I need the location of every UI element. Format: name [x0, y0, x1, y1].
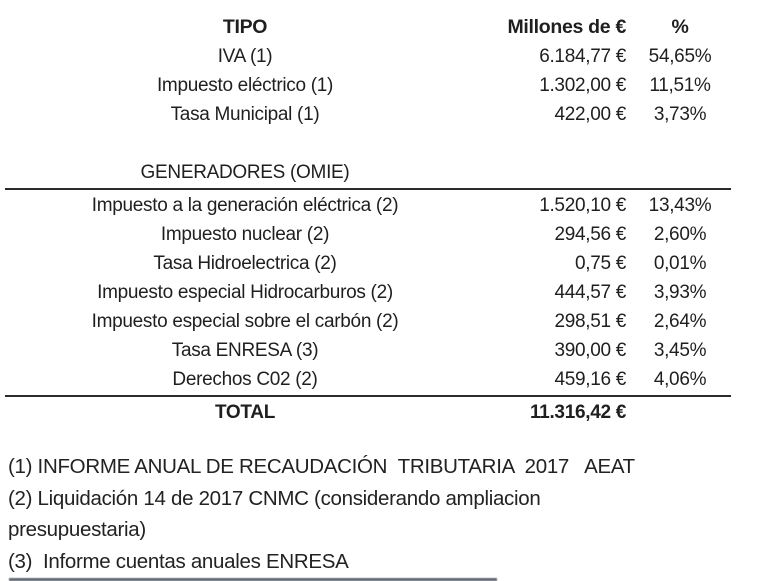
row-label: Impuesto eléctrico (1) [156, 75, 334, 96]
row-percent: 2,64% [653, 311, 707, 332]
row-percent: 3,93% [653, 282, 707, 303]
row-percent: 0,01% [653, 253, 707, 274]
row-percent: 54,65% [648, 46, 712, 67]
table-row [0, 249, 767, 278]
footnotes [0, 451, 767, 577]
footnote-line: (1) INFORME ANUAL DE RECAUDACIÓN TRIBUTARIA 2017 AEAT [8, 455, 635, 478]
total-row [0, 398, 767, 427]
row-label: TOTAL [214, 402, 276, 423]
row-amount: 6.184,77 € [539, 46, 626, 67]
row-amount: 0,75 € [574, 253, 626, 274]
row-label: Impuesto especial Hidrocarburos (2) [97, 282, 393, 303]
row-percent: 4,06% [653, 369, 707, 390]
horizontal-rule [5, 188, 731, 190]
row-percent: 2,60% [653, 224, 707, 245]
column-header-percent: % [671, 16, 689, 38]
table-row [0, 191, 767, 220]
column-header-millones: Millones de € [507, 16, 626, 38]
table-row [0, 220, 767, 249]
spacer-row [0, 129, 767, 158]
row-label: Impuesto a la generación eléctrica (2) [91, 195, 399, 216]
column-header-tipo: TIPO [222, 16, 268, 38]
row-label: Tasa Hidroelectrica (2) [153, 253, 337, 274]
row-amount: 444,57 € [554, 282, 626, 303]
table-rows [0, 42, 767, 427]
footnote-line: (2) Liquidación 14 de 2017 CNMC (considerando ampliacion [8, 486, 541, 510]
row-label: Tasa Municipal (1) [170, 104, 320, 125]
footnote-line: presupuestaria) [8, 518, 146, 541]
row-amount: 294,56 € [554, 224, 626, 245]
row-amount: 422,00 € [554, 104, 626, 125]
row-percent: 11,51% [649, 75, 711, 96]
table-row [0, 42, 767, 71]
row-amount: 459,16 € [554, 369, 626, 390]
section-row [0, 158, 767, 187]
row-label: Derechos C02 (2) [172, 369, 318, 390]
row-amount: 1.302,00 € [539, 75, 626, 96]
row-label: IVA (1) [217, 46, 273, 67]
row-amount: 390,00 € [554, 340, 626, 361]
row-label: Impuesto nuclear (2) [160, 224, 330, 245]
row-label: Tasa ENRESA (3) [171, 340, 319, 361]
row-amount: 11.316,42 € [529, 402, 626, 423]
row-percent: 3,45% [653, 340, 707, 361]
footnote-line: (3) Informe cuentas anuales ENRESA [8, 549, 349, 573]
table-row [0, 307, 767, 336]
table-row [0, 71, 767, 100]
row-amount: 1.520,10 € [539, 195, 626, 216]
row-amount: 298,51 € [554, 311, 626, 332]
table-header-row [0, 13, 767, 42]
table-row [0, 100, 767, 129]
table-row [0, 336, 767, 365]
horizontal-rule [5, 395, 731, 397]
row-label: GENERADORES (OMIE) [140, 162, 350, 183]
row-percent: 13,43% [648, 195, 712, 216]
row-label: Impuesto especial sobre el carbón (2) [91, 311, 399, 332]
row-percent: 3,73% [653, 104, 707, 125]
table-row [0, 278, 767, 307]
table-row [0, 365, 767, 394]
